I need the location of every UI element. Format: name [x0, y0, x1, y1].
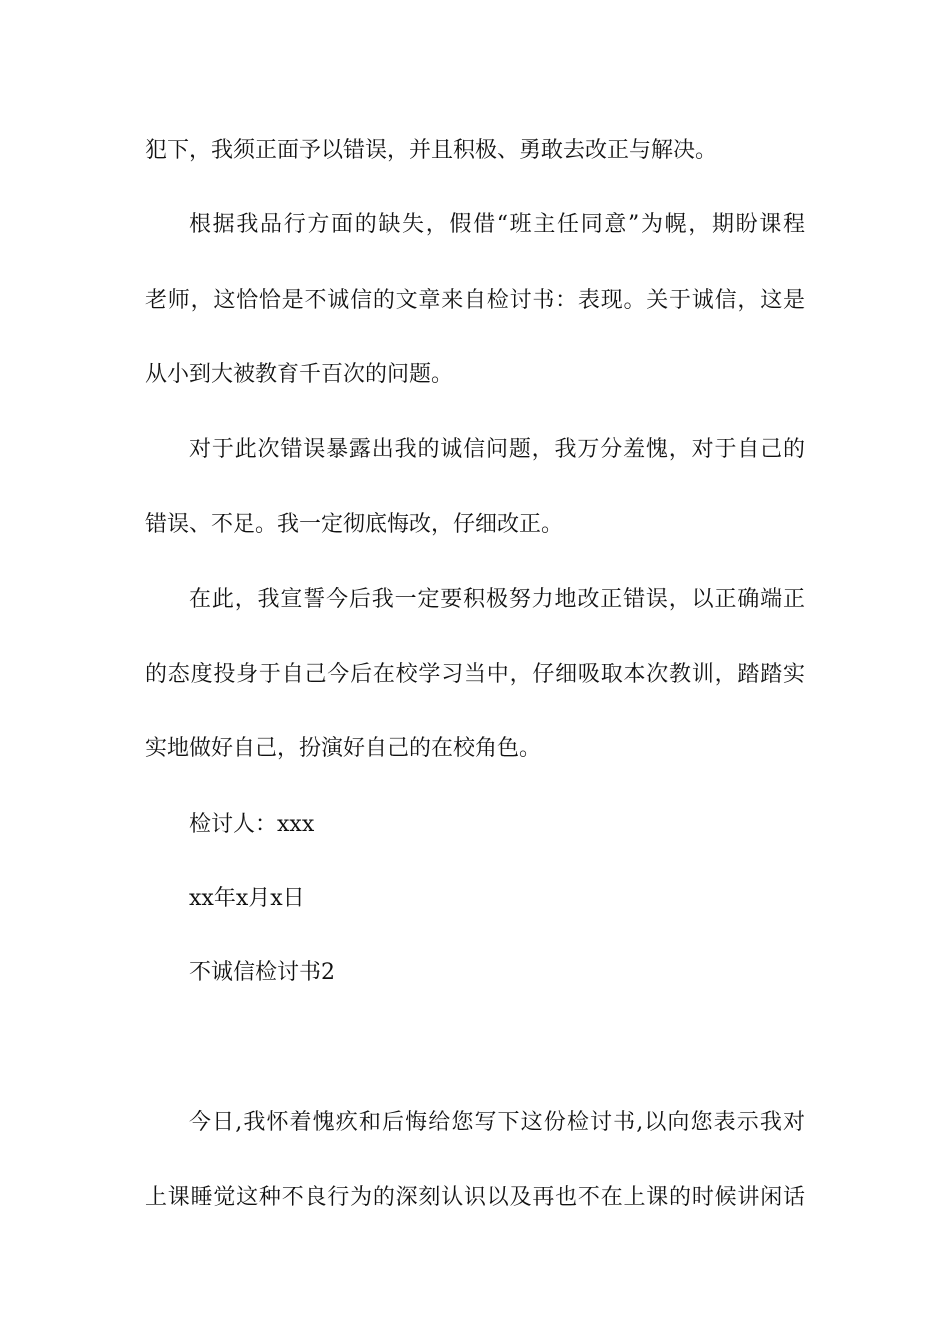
text-line: 上课睡觉这种不良行为的深刻认识以及再也不在上课的时候讲闲话	[145, 1185, 805, 1210]
text-line: 从小到大被教育千百次的问题。	[145, 362, 454, 387]
text-line: 犯下，我须正面予以错误，并且积极、勇敢去改正与解决。	[145, 138, 718, 163]
text-line: 实地做好自己，扮演好自己的在校角色。	[145, 736, 542, 761]
section-heading: 不诚信检讨书2	[189, 960, 335, 985]
paragraph-first-line: 在此，我宣誓今后我一定要积极努力地改正错误，以正确端正	[189, 587, 805, 612]
paragraph-first-line: 对于此次错误暴露出我的诚信问题，我万分羞愧，对于自己的	[189, 437, 805, 462]
paragraph-first-line: 今日,我怀着愧疚和后悔给您写下这份检讨书,以向您表示我对	[189, 1110, 805, 1135]
paragraph-first-line: 根据我品行方面的缺失，假借“班主任同意”为幌，期盼课程	[189, 212, 805, 237]
text-line: 的态度投身于自己今后在校学习当中，仔细吸取本次教训，踏踏实	[145, 662, 805, 687]
text-line: 老师，这恰恰是不诚信的文章来自检讨书：表现。关于诚信，这是	[145, 288, 805, 313]
signature-line: 检讨人：xxx	[189, 812, 315, 837]
date-line: xx年x月x日	[189, 886, 305, 911]
text-line: 错误、不足。我一定彻底悔改，仔细改正。	[145, 512, 564, 537]
